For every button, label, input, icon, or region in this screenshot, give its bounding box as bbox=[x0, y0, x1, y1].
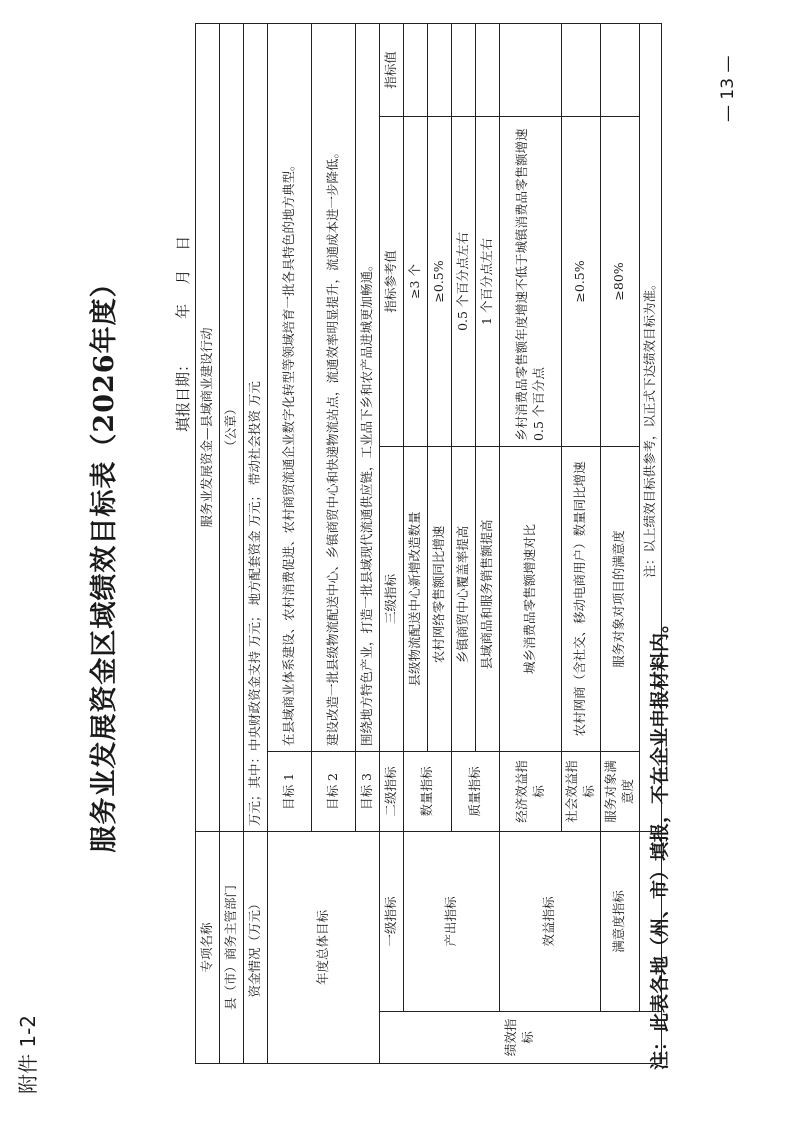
indicator-value-cell[interactable] bbox=[500, 23, 562, 116]
reference-value: 1 个百分点左右 bbox=[476, 116, 500, 446]
goal-2-text: 建设改造一批县级物流配送中心、乡镇商贸中心和快递物流站点，流通效率明显提升，流通成本进一步降低。 bbox=[312, 23, 356, 751]
project-name-label: 专项名称 bbox=[196, 831, 220, 1063]
goal-3-text: 围绕地方特色产业，打造一批县域现代流通供应链，工业品下乡和农产品进城更加畅通。 bbox=[356, 23, 380, 751]
goal-2-label: 目标 2 bbox=[312, 751, 356, 831]
quality-indicator-label: 质量指标 bbox=[452, 751, 500, 831]
quantity-indicator-label: 数量指标 bbox=[404, 751, 452, 831]
benefit-indicators-label: 效益指标 bbox=[500, 831, 601, 1011]
table-row bbox=[600, 23, 639, 1063]
level3-indicator: 城乡消费品零售额增速对比 bbox=[500, 446, 562, 751]
reference-value: ≥0.5% bbox=[428, 116, 452, 446]
goal-1-label: 目标 1 bbox=[268, 751, 312, 831]
goal-1-text: 在县域商业体系建设、农村消费促进、农村商贸流通企业数字化转型等领域培育一批各具特色的地方典型。 bbox=[268, 23, 312, 751]
reference-value: ≥80% bbox=[600, 116, 639, 446]
output-indicators-label: 产出指标 bbox=[404, 831, 500, 1011]
level3-indicator: 县域商品和服务销售额提高 bbox=[476, 446, 500, 751]
level3-header: 三级指标 bbox=[380, 446, 404, 751]
goal-3-label: 目标 3 bbox=[356, 751, 380, 831]
indicator-value-cell[interactable] bbox=[600, 23, 639, 116]
level3-indicator: 农村网商（含社交、移动电商用户）数量同比增速 bbox=[562, 446, 601, 751]
page-title: 服务业发展资金区域绩效目标表（2026年度） bbox=[89, 269, 120, 853]
indicator-value-header: 指标值 bbox=[380, 23, 404, 116]
level2-header: 二级指标 bbox=[380, 751, 404, 831]
reference-value: 乡村消费品零售额年度增速不低于城镇消费品零售额增速 0.5 个百分点 bbox=[500, 116, 562, 446]
performance-target-table bbox=[195, 23, 662, 1064]
reference-value: ≥0.5% bbox=[562, 116, 601, 446]
funds-value: 万元；其中：中央财政资金支持 万元； 地方配套资金 万元； 带动社会投资 万元 bbox=[244, 23, 268, 831]
client-satisfaction-label: 服务对象满意度 bbox=[600, 751, 639, 831]
annual-goals-label: 年度总体目标 bbox=[268, 831, 380, 1063]
level1-header: 一级指标 bbox=[380, 831, 404, 1011]
level3-indicator: 服务对象对项目的满意度 bbox=[600, 446, 639, 751]
level3-indicator: 县级物流配送中心新增改造数量 bbox=[404, 446, 428, 751]
table-row bbox=[404, 23, 428, 1063]
page-number: — 13 — bbox=[718, 55, 738, 122]
performance-indicators-label: 绩效指标 bbox=[380, 1012, 662, 1064]
satisfaction-indicators-label: 满意度指标 bbox=[600, 831, 639, 1011]
indicator-value-cell[interactable] bbox=[404, 23, 428, 116]
indicator-value-cell[interactable] bbox=[476, 23, 500, 116]
reference-value: ≥3 个 bbox=[404, 116, 428, 446]
level3-indicator: 乡镇商贸中心覆盖率提高 bbox=[452, 446, 476, 751]
fill-date: 填报日期： 年 月 日 bbox=[174, 235, 192, 432]
funds-label: 资金情况（万元） bbox=[244, 831, 268, 1063]
indicator-value-cell[interactable] bbox=[562, 23, 601, 116]
reference-value-header: 指标参考值 bbox=[380, 116, 404, 446]
dept-value: （公章） bbox=[220, 23, 244, 831]
economic-benefit-label: 经济效益指标 bbox=[500, 751, 562, 831]
table-row bbox=[500, 23, 562, 1063]
social-benefit-label: 社会效益指标 bbox=[562, 751, 601, 831]
annex-label: 附件 1-2 bbox=[16, 1014, 40, 1094]
table-note: 注：以上绩效目标供参考，以正式下达绩效目标为准。 bbox=[639, 23, 661, 831]
dept-label: 县（市）商务主管部门 bbox=[220, 831, 244, 1063]
level3-indicator: 农村网络零售额同比增速 bbox=[428, 446, 452, 751]
indicator-value-cell[interactable] bbox=[452, 23, 476, 116]
project-name-value: 服务业发展资金—县域商业建设行动 bbox=[196, 23, 220, 831]
reference-value: 0.5 个百分点左右 bbox=[452, 116, 476, 446]
footnote: 注：此表各地（州、市）填报，不在企业申报材料内。 bbox=[649, 613, 671, 1070]
indicator-value-cell[interactable] bbox=[428, 23, 452, 116]
